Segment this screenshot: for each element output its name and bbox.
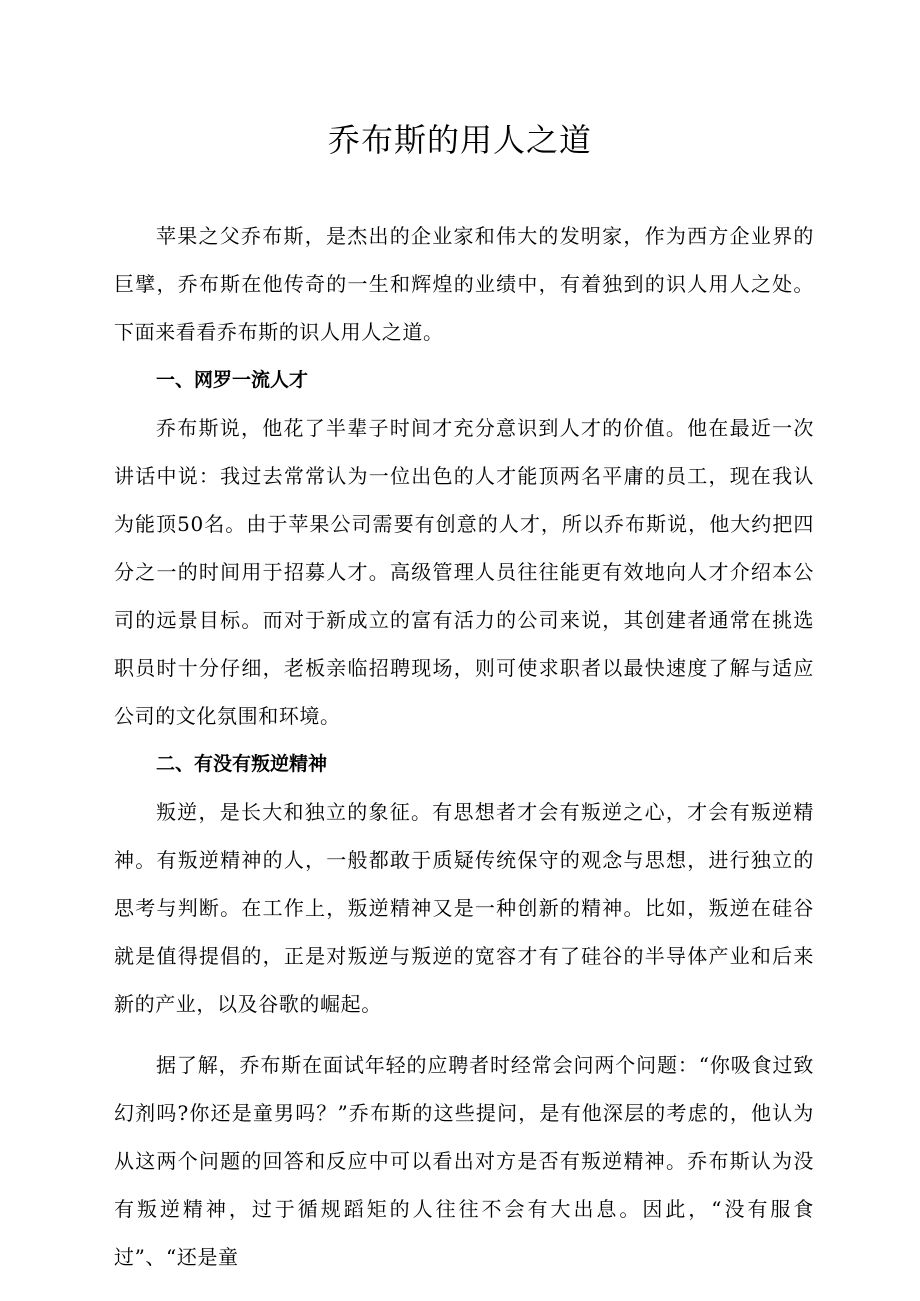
document-body bbox=[114, 212, 814, 1281]
section-heading-rebellion: 二、有没有叛逆精神 bbox=[156, 753, 328, 775]
intro-paragraph: 苹果之父乔布斯，是杰出的企业家和伟大的发明家，作为西方企业界的巨擘，乔布斯在他传奇的一生和辉煌的业绩中，有着独到的识人用人之处。下面来看看乔布斯的识人用人之道。 bbox=[114, 224, 814, 344]
section-heading-talent: 一、网罗一流人才 bbox=[156, 369, 309, 391]
section-paragraph-rebellion: 叛逆，是长大和独立的象征。有思想者才会有叛逆之心，才会有叛逆精神。有叛逆精神的人，一般都敢于质疑传统保守的观念与思想，进行独立的思考与判断。在工作上，叛逆精神又是一种创新的精神。比如，叛逆在硅谷就是值得提倡的，正是对叛逆与叛逆的宽容才有了硅谷的半导体产业和后来新的产业，以及谷歌的崛起。 bbox=[114, 800, 814, 1016]
section-paragraph-interview: 据了解，乔布斯在面试年轻的应聘者时经常会问两个问题：“你吸食过致幻剂吗?你还是童男吗？”乔布斯的这些提问，是有他深层的考虑的，他认为从这两个问题的回答和反应中可以看出对方是否有叛逆精神。乔布斯认为没有叛逆精神，过于循规蹈矩的人往往不会有大出息。因此，“没有服食过”、“还是童 bbox=[114, 1053, 814, 1269]
paragraph-gap bbox=[114, 1028, 814, 1041]
section-paragraph-talent: 乔布斯说，他花了半辈子时间才充分意识到人才的价值。他在最近一次讲话中说：我过去常常认为一位出色的人才能顶两名平庸的员工，现在我认为能顶50名。由于苹果公司需要有创意的人才，所以乔布斯说，他大约把四分之一的时间用于招募人才。高级管理人员往往能更有效地向人才介绍本公司的远景目标。而对于新成立的富有活力的公司来说，其创建者通常在挑选职员时十分仔细，老板亲临招聘现场，则可使求职者以最快速度了解与适应公司的文化氛围和环境。 bbox=[114, 416, 814, 728]
document-title: 乔布斯的用人之道 bbox=[327, 121, 592, 159]
